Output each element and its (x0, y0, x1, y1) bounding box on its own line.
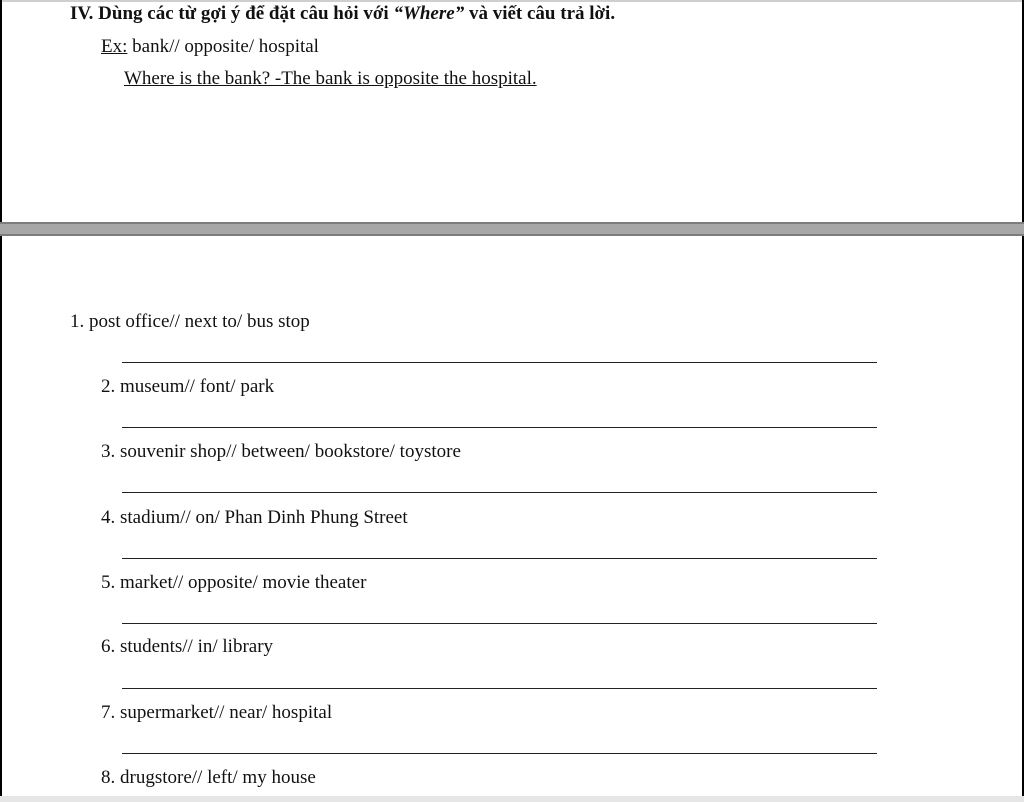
exercise-item-1: 1. post office// next to/ bus stop (70, 311, 310, 332)
answer-line-1 (122, 362, 877, 363)
example-cue: bank// opposite/ hospital (127, 36, 319, 57)
heading-prefix: IV. Dùng các từ gợi ý để đặt câu hỏi với (70, 3, 394, 24)
answer-line-6 (122, 688, 877, 689)
exercise-item-6: 6. students// in/ library (101, 636, 274, 657)
exercise-item-2: 2. museum// font/ park (101, 376, 275, 397)
example-answer: Where is the bank? -The bank is opposite the hospital. (124, 68, 537, 89)
answer-line-2 (122, 427, 877, 428)
exercise-item-7: 7. supermarket// near/ hospital (101, 702, 333, 723)
example-line (101, 36, 319, 58)
exercise-item-8: 8. drugstore// left/ my house (101, 767, 316, 788)
viewer-bottom-strip (0, 796, 1024, 802)
answer-line-3 (122, 492, 877, 493)
answer-line-4 (122, 558, 877, 559)
page-separator (0, 222, 1024, 236)
example-label: Ex: (101, 36, 128, 57)
heading-suffix: và viết câu trả lời. (464, 3, 616, 24)
exercise-item-4: 4. stadium// on/ Phan Dinh Phung Street (101, 507, 408, 528)
heading-keyword: “Where” (393, 3, 465, 24)
exercise-item-3: 3. souvenir shop// between/ bookstore/ toystore (101, 441, 461, 462)
answer-line-5 (122, 623, 877, 624)
exercise-heading (70, 3, 615, 25)
answer-line-7 (122, 753, 877, 754)
exercise-item-5: 5. market// opposite/ movie theater (101, 572, 367, 593)
page-1 (2, 2, 1022, 222)
page-left-border (0, 0, 2, 802)
